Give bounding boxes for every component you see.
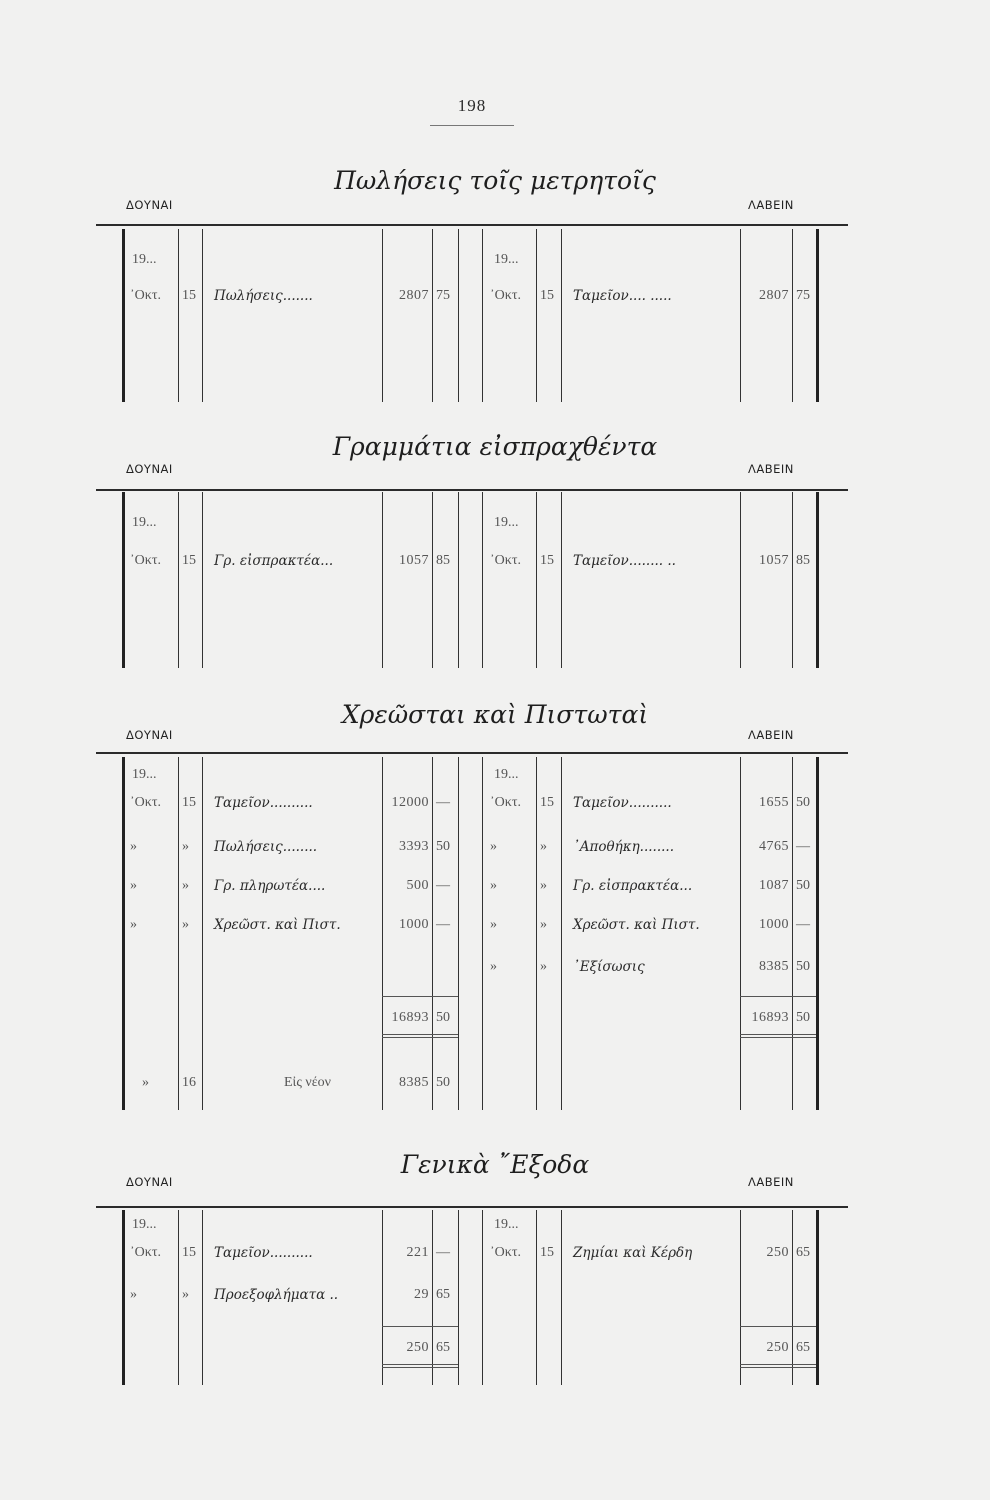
debit-row-month: ᾽Οκτ. <box>130 1245 161 1260</box>
debit-row-amount: 221 <box>406 1245 429 1260</box>
debit-row-desc: Γρ. πληρωτέα.... <box>214 878 326 894</box>
credit-row-amount: 1057 <box>759 553 789 568</box>
debit-row-decimals: — <box>436 878 450 893</box>
column-rule <box>482 492 483 668</box>
debit-row-amount: 12000 <box>391 795 429 810</box>
debit-row-desc: Προεξοφλήματα .. <box>214 1287 339 1303</box>
debit-row-amount: 29 <box>414 1287 429 1302</box>
debit-row-month: » <box>130 878 137 893</box>
credit-row-month: ᾽Οκτ. <box>490 1245 521 1260</box>
carry-desc: Εἰς νέον <box>284 1075 331 1090</box>
debit-sum-rule-bottom <box>382 1034 458 1035</box>
debit-row-month: ᾽Οκτ. <box>130 553 161 568</box>
column-rule <box>178 229 179 402</box>
credit-year: 19... <box>494 515 519 530</box>
account-top-rule <box>96 489 848 491</box>
credit-row-day: 15 <box>540 288 554 303</box>
column-rule <box>792 492 793 668</box>
credit-label: ΛΑΒΕΙΝ <box>748 198 794 212</box>
debit-label: ΔΟΥΝΑΙ <box>126 198 173 212</box>
credit-row-month: ᾽Οκτ. <box>490 795 521 810</box>
column-rule <box>122 492 125 668</box>
debit-year: 19... <box>132 515 157 530</box>
credit-year: 19... <box>494 252 519 267</box>
credit-row-amount: 1000 <box>759 917 789 932</box>
column-rule <box>202 229 203 402</box>
credit-row-month: » <box>490 959 497 974</box>
debit-total-decimals: 65 <box>436 1340 450 1355</box>
column-rule <box>458 229 459 402</box>
account-title: Πωλήσεις τοῖς μετρητοῖς <box>334 166 656 195</box>
credit-total-amount: 250 <box>766 1340 789 1355</box>
column-rule <box>536 1210 537 1385</box>
debit-row-amount: 1057 <box>399 553 429 568</box>
credit-row-amount: 250 <box>766 1245 789 1260</box>
carry-decimals: 50 <box>436 1075 450 1090</box>
credit-row-decimals: 65 <box>796 1245 810 1260</box>
debit-row-day: 15 <box>182 288 196 303</box>
credit-row-desc: Ζημίαι καὶ Κέρδη <box>573 1245 693 1261</box>
debit-row-month: » <box>130 917 137 932</box>
credit-row-day: » <box>540 959 547 974</box>
credit-row-month: » <box>490 878 497 893</box>
column-rule <box>178 1210 179 1385</box>
debit-sum-rule <box>382 1326 458 1327</box>
debit-label: ΔΟΥΝΑΙ <box>126 462 173 476</box>
column-rule <box>432 492 433 668</box>
column-rule <box>561 229 562 402</box>
debit-row-day: 15 <box>182 553 196 568</box>
credit-row-decimals: 85 <box>796 553 810 568</box>
credit-row-day: 15 <box>540 795 554 810</box>
debit-row-decimals: 75 <box>436 288 450 303</box>
credit-row-day: » <box>540 878 547 893</box>
column-rule <box>432 757 433 1110</box>
debit-row-desc: Ταμεῖον.......... <box>214 795 313 811</box>
column-rule <box>122 229 125 402</box>
credit-sum-rule <box>740 1326 816 1327</box>
debit-row-decimals: — <box>436 1245 450 1260</box>
debit-row-month: ᾽Οκτ. <box>130 795 161 810</box>
debit-row-month: » <box>130 1287 137 1302</box>
debit-row-desc: Πωλήσεις........ <box>214 839 318 855</box>
column-rule <box>178 492 179 668</box>
debit-row-decimals: 65 <box>436 1287 450 1302</box>
column-rule <box>792 229 793 402</box>
credit-total-decimals: 65 <box>796 1340 810 1355</box>
column-rule <box>202 757 203 1110</box>
credit-year: 19... <box>494 1217 519 1232</box>
credit-row-day: 15 <box>540 1245 554 1260</box>
credit-row-desc: Ταμεῖον.... ..... <box>573 288 672 304</box>
column-rule <box>178 757 179 1110</box>
debit-row-desc: Γρ. εἰσπρακτέα... <box>214 553 334 569</box>
credit-row-desc: ᾽Αποθήκη........ <box>573 839 674 855</box>
column-rule <box>122 757 125 1110</box>
carry-amount: 8385 <box>399 1075 429 1090</box>
debit-sum-rule-double <box>382 1367 458 1368</box>
debit-row-amount: 500 <box>406 878 429 893</box>
account-title: Γραμμάτια εἰσπραχθέντα <box>332 432 658 461</box>
debit-row-decimals: 85 <box>436 553 450 568</box>
credit-sum-rule-bottom <box>740 1034 816 1035</box>
credit-sum-rule-bottom <box>740 1364 816 1365</box>
debit-row-day: 15 <box>182 1245 196 1260</box>
debit-total-amount: 16893 <box>391 1010 429 1025</box>
credit-row-month: » <box>490 839 497 854</box>
column-rule <box>561 757 562 1110</box>
debit-row-desc: Ταμεῖον.......... <box>214 1245 313 1261</box>
column-rule <box>458 492 459 668</box>
credit-row-month: » <box>490 917 497 932</box>
column-rule <box>382 229 383 402</box>
column-rule <box>536 229 537 402</box>
column-rule <box>740 1210 741 1385</box>
column-rule <box>816 1210 819 1385</box>
debit-row-day: » <box>182 1287 189 1302</box>
account-top-rule <box>96 224 848 226</box>
credit-row-desc: Ταμεῖον........ .. <box>573 553 676 569</box>
column-rule <box>202 492 203 668</box>
debit-total-amount: 250 <box>406 1340 429 1355</box>
carry-month: » <box>142 1075 149 1090</box>
credit-label: ΛΑΒΕΙΝ <box>748 462 794 476</box>
debit-row-decimals: — <box>436 917 450 932</box>
credit-row-desc: ᾽Εξίσωσις <box>573 959 645 975</box>
column-rule <box>202 1210 203 1385</box>
debit-row-month: » <box>130 839 137 854</box>
column-rule <box>458 757 459 1110</box>
column-rule <box>482 1210 483 1385</box>
column-rule <box>482 757 483 1110</box>
credit-row-amount: 4765 <box>759 839 789 854</box>
carry-day: 16 <box>182 1075 196 1090</box>
credit-row-amount: 1087 <box>759 878 789 893</box>
debit-row-day: » <box>182 878 189 893</box>
column-rule <box>536 757 537 1110</box>
credit-row-day: 15 <box>540 553 554 568</box>
column-rule <box>561 492 562 668</box>
credit-year: 19... <box>494 767 519 782</box>
page-number: 198 <box>457 96 487 115</box>
credit-row-amount: 1655 <box>759 795 789 810</box>
column-rule <box>382 492 383 668</box>
account-top-rule <box>96 752 848 754</box>
credit-row-amount: 8385 <box>759 959 789 974</box>
credit-row-decimals: 50 <box>796 795 810 810</box>
debit-total-decimals: 50 <box>436 1010 450 1025</box>
debit-sum-rule-double <box>382 1037 458 1038</box>
column-rule <box>561 1210 562 1385</box>
credit-row-amount: 2807 <box>759 288 789 303</box>
credit-row-desc: Χρεῶστ. καὶ Πιστ. <box>573 917 700 933</box>
credit-row-decimals: — <box>796 839 810 854</box>
credit-sum-rule-double <box>740 1037 816 1038</box>
column-rule <box>792 757 793 1110</box>
debit-year: 19... <box>132 252 157 267</box>
credit-row-decimals: 50 <box>796 959 810 974</box>
column-rule <box>816 757 819 1110</box>
credit-row-month: ᾽Οκτ. <box>490 553 521 568</box>
credit-label: ΛΑΒΕΙΝ <box>748 1175 794 1189</box>
credit-row-desc: Γρ. εἰσπρακτέα... <box>573 878 693 894</box>
column-rule <box>740 229 741 402</box>
debit-label: ΔΟΥΝΑΙ <box>126 728 173 742</box>
debit-sum-rule-bottom <box>382 1364 458 1365</box>
credit-sum-rule-double <box>740 1367 816 1368</box>
debit-year: 19... <box>132 767 157 782</box>
column-rule <box>740 492 741 668</box>
account-title: Γενικὰ ῎Εξοδα <box>400 1150 590 1179</box>
debit-sum-rule <box>382 996 458 997</box>
debit-row-day: » <box>182 839 189 854</box>
column-rule <box>482 229 483 402</box>
debit-row-amount: 2807 <box>399 288 429 303</box>
credit-total-amount: 16893 <box>751 1010 789 1025</box>
debit-row-decimals: — <box>436 795 450 810</box>
debit-row-amount: 1000 <box>399 917 429 932</box>
debit-year: 19... <box>132 1217 157 1232</box>
debit-label: ΔΟΥΝΑΙ <box>126 1175 173 1189</box>
debit-row-amount: 3393 <box>399 839 429 854</box>
credit-row-decimals: 75 <box>796 288 810 303</box>
debit-row-month: ᾽Οκτ. <box>130 288 161 303</box>
account-title: Χρεῶσται καὶ Πιστωταὶ <box>341 700 649 729</box>
debit-row-decimals: 50 <box>436 839 450 854</box>
column-rule <box>122 1210 125 1385</box>
debit-row-desc: Χρεῶστ. καὶ Πιστ. <box>214 917 341 933</box>
credit-label: ΛΑΒΕΙΝ <box>748 728 794 742</box>
column-rule <box>458 1210 459 1385</box>
credit-row-day: » <box>540 917 547 932</box>
column-rule <box>432 229 433 402</box>
credit-row-decimals: 50 <box>796 878 810 893</box>
credit-row-desc: Ταμεῖον.......... <box>573 795 672 811</box>
column-rule <box>816 492 819 668</box>
column-rule <box>816 229 819 402</box>
account-top-rule <box>96 1206 848 1208</box>
column-rule <box>432 1210 433 1385</box>
credit-row-decimals: — <box>796 917 810 932</box>
credit-sum-rule <box>740 996 816 997</box>
column-rule <box>536 492 537 668</box>
debit-row-desc: Πωλήσεις....... <box>214 288 313 304</box>
column-rule <box>792 1210 793 1385</box>
credit-total-decimals: 50 <box>796 1010 810 1025</box>
credit-row-month: ᾽Οκτ. <box>490 288 521 303</box>
debit-row-day: » <box>182 917 189 932</box>
credit-row-day: » <box>540 839 547 854</box>
debit-row-day: 15 <box>182 795 196 810</box>
